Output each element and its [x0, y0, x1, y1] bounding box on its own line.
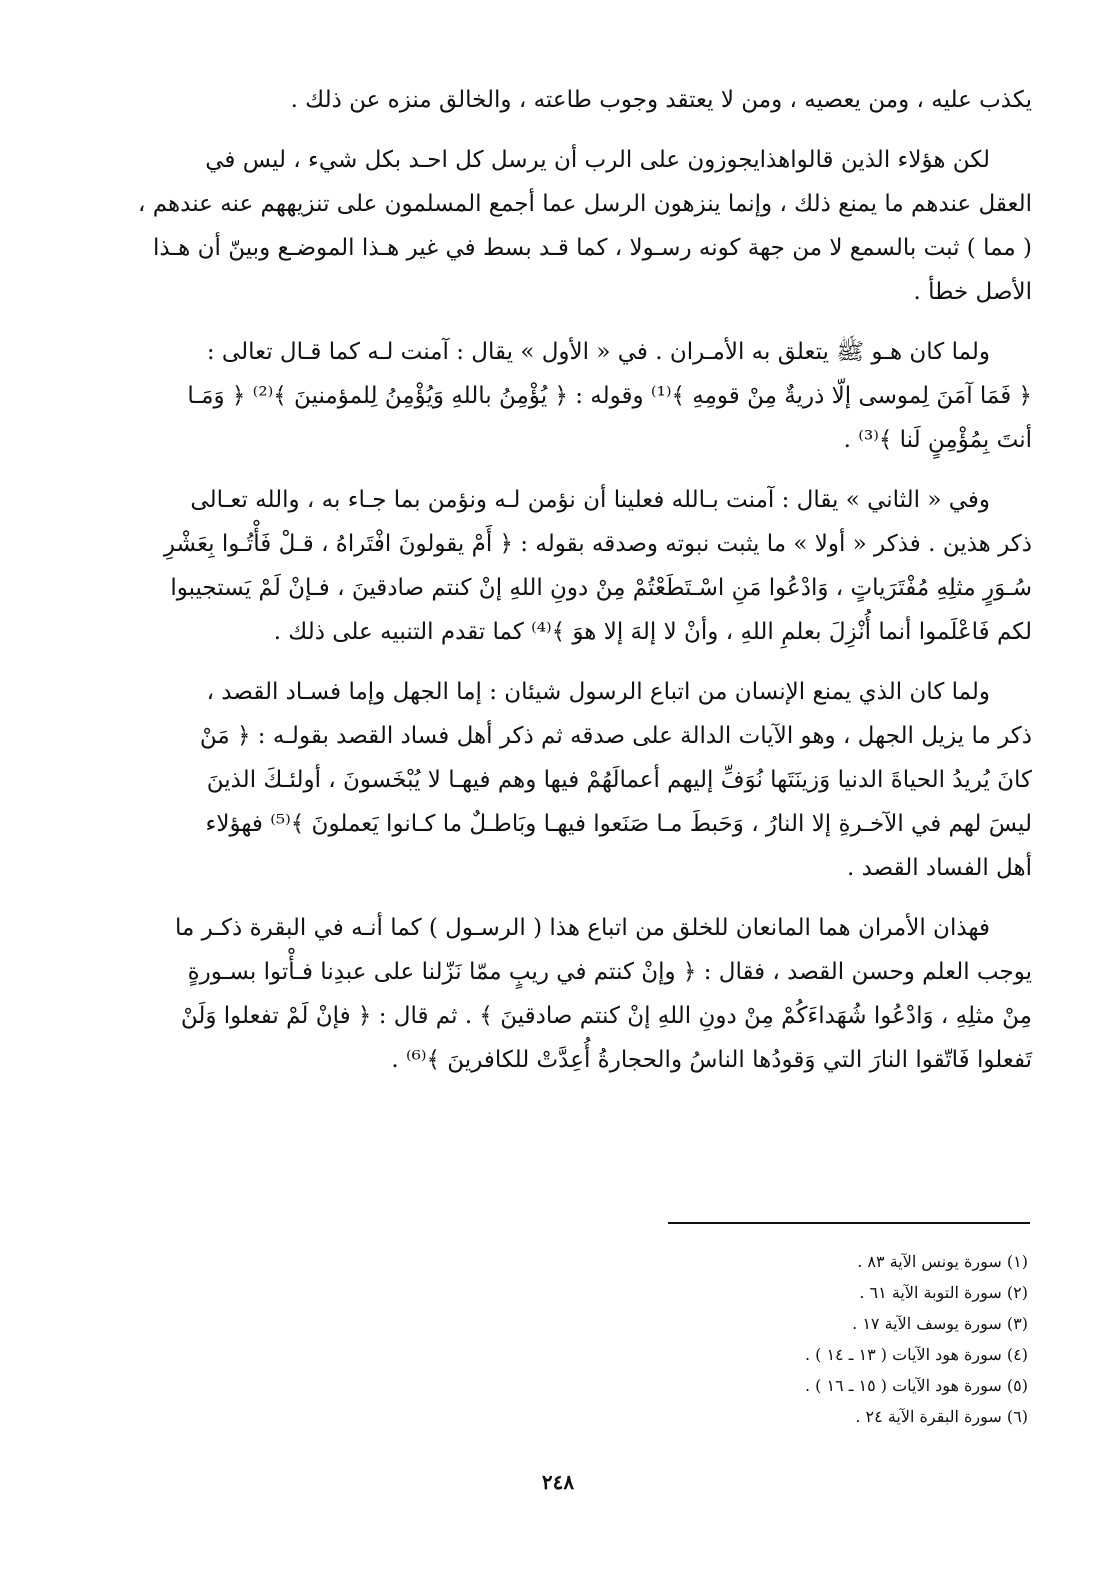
text-line: يوجب العلم وحسن القصد ، فقال : ﴿ وإنْ كنتم في ريبٍ ممّا نَزّلنا على عبدِنا فـأْتوا بسـورةٍ	[187, 959, 1032, 985]
page-body	[72, 78, 1032, 1098]
text-line: فهذان الأمران هما المانعان للخلق من اتباع هذا ( الرسـول ) كما أنـه في البقرة ذكـر ما	[175, 915, 990, 941]
text-line: مِنْ مثلِهِ ، وَادْعُوا شُهَداءَكُمْ مِنْ دونِ اللهِ إنْ كنتم صادقينَ ﴾ . ثم قال : ﴿ فإنْ لَمْ تفعلوا وَلَنْ	[180, 1003, 1032, 1029]
footnote-separator	[668, 1222, 1030, 1224]
text-line: ﴿ فَمَا آمَنَ لِموسى إلّا ذريةٌ مِنْ قومِهِ ﴾⁽¹⁾ وقوله : ﴿ يُؤْمِنُ باللهِ وَيُؤْمِنُ لِلمؤمنينَ ﴾⁽²⁾ ﴿ وَمَـا	[187, 383, 1032, 409]
paragraph-5	[72, 670, 1032, 890]
paragraph-6	[72, 906, 1032, 1082]
page-number: ٢٤٨	[541, 1470, 575, 1494]
text-line: ولما كان هـو ﷺ يتعلق به الأمـران . في « الأول » يقال : آمنت لـه كما قـال تعالى :	[206, 339, 990, 365]
footnote-5: (٥) سورة هود الآيات ( ١٥ ـ ١٦ ) .	[804, 1376, 1028, 1395]
text-line: لكن هؤلاء الذين قالواهذايجوزون على الرب أن يرسل كل احـد بكل شيء ، ليس في	[205, 147, 990, 173]
text-line: ولما كان الذي يمنع الإنسان من اتباع الرسول شيئان : إما الجهل وإما فسـاد القصد ،	[206, 679, 990, 705]
text-line: يكذب عليه ، ومن يعصيه ، ومن لا يعتقد وجوب طاعته ، والخالق منزه عن ذلك .	[290, 87, 1032, 113]
footnotes-list	[428, 1246, 1028, 1432]
paragraph-2	[72, 138, 1032, 314]
text-line: لكم فَاعْلَموا أنما أُنْزِلَ بعلمِ اللهِ ، وأنْ لا إلهَ إلا هوَ ﴾⁽⁴⁾ كما تقدم التنبيه على ذلك .	[273, 619, 1032, 645]
text-line: تَفعلوا فَاتّقوا النارَ التي وَقودُها الناسُ والحجارةُ أُعِدَّتْ للكافرينَ ﴾⁽⁶⁾ .	[391, 1047, 1032, 1073]
text-line: ( مما ) ثبت بالسمع لا من جهة كونه رسـولا ، كما قـد بسط في غير هـذا الموضـع وبينّ أن هـذا	[152, 235, 1032, 261]
text-line: أنتَ بِمُؤْمِنٍ لَنا ﴾⁽³⁾ .	[843, 427, 1032, 453]
paragraph-3	[72, 330, 1032, 462]
paragraph-1	[72, 78, 1032, 122]
text-line: ذكر ما يزيل الجهل ، وهو الآيات الدالة على صدقه ثم ذكر أهل فساد القصد بقولـه : ﴿ مَنْ	[199, 723, 1032, 749]
paragraph-4	[72, 478, 1032, 654]
footnote-4: (٤) سورة هود الآيات ( ١٣ ـ ١٤ ) .	[804, 1345, 1028, 1364]
footnote-6: (٦) سورة البقرة الآية ٢٤ .	[855, 1407, 1028, 1426]
text-line: العقل عندهم ما يمنع ذلك ، وإنما ينزهون الرسل عما أجمع المسلمون على تنزيههم عنه عندهم ،	[138, 191, 1032, 217]
text-line: وفي « الثاني » يقال : آمنت بـالله فعلينا أن نؤمن لـه ونؤمن بما جـاء به ، والله تعـالى	[190, 487, 990, 513]
text-line: ذكر هذين . فذكر « أولا » ما يثبت نبوته وصدقه بقوله : ﴿ أَمْ يقولونَ افْتَراهُ ، قـلْ فَأْتُـوا بِعَشْرِ	[163, 531, 1032, 557]
text-line: كانَ يُريدُ الحياةَ الدنيا وَزينَتَها نُوَفِّ إليهم أعمالَهُمْ فيها وهم فيهـا لا يُبْخَسونَ ، أولئـكَ الذينَ	[206, 767, 1032, 793]
footnote-3: (٣) سورة يوسف الآية ١٧ .	[852, 1314, 1028, 1333]
text-line: الأصل خطأ .	[913, 279, 1032, 305]
text-line: سُـوَرٍ مثلِهِ مُفْتَرَياتٍ ، وَادْعُوا مَنِ اسْـتَطَعْتُمْ مِنْ دونِ اللهِ إنْ كنتم صادقينَ ، فـإنْ لَمْ يَستجيبوا	[170, 575, 1032, 601]
footnote-1: (١) سورة يونس الآية ٨٣ .	[857, 1252, 1028, 1271]
text-line: أهل الفساد القصد .	[846, 855, 1032, 881]
footnote-2: (٢) سورة التوبة الآية ٦١ .	[859, 1283, 1028, 1302]
text-line: ليسَ لهم في الآخـرةِ إلا النارُ ، وَحَبطَ مـا صَنَعوا فيهـا وبَاطـلٌ ما كـانوا يَعملونَ ﴾⁽⁵⁾ فهؤلاء	[205, 811, 1032, 837]
